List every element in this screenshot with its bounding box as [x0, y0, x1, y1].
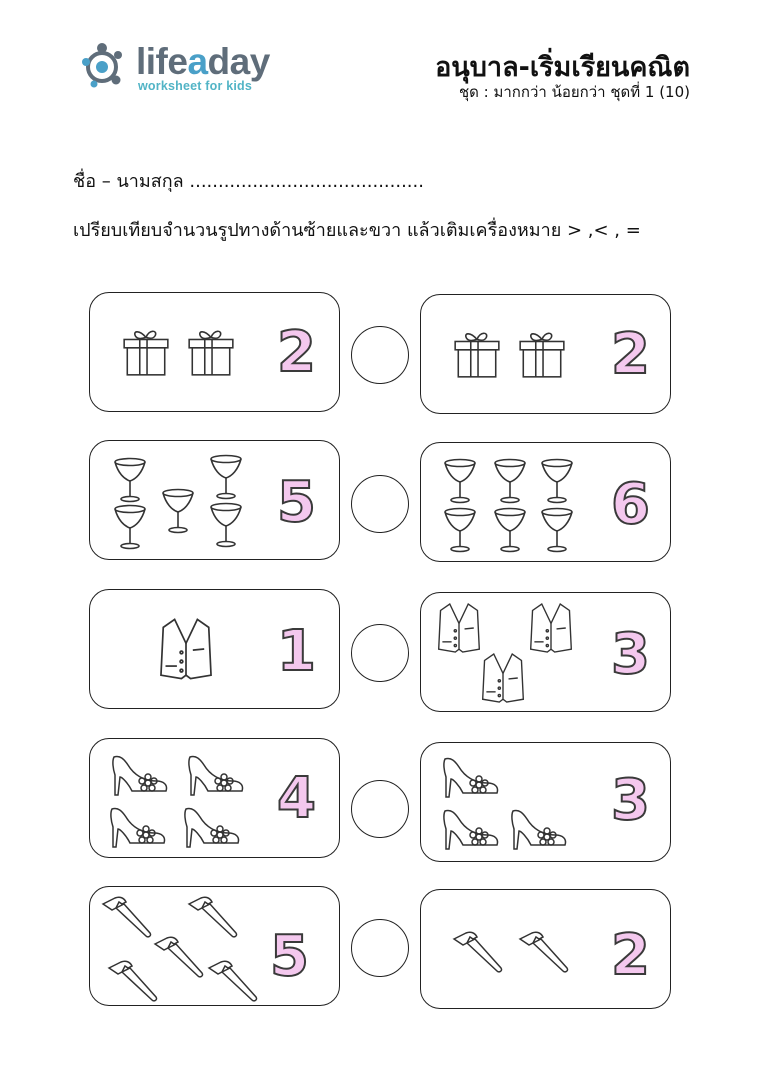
gift-box-icon: [185, 327, 237, 379]
glass-icon: [492, 507, 528, 553]
glass-icon: [208, 502, 244, 548]
hammer-icon: [186, 895, 242, 939]
high-heel-shoe-icon: [110, 753, 170, 799]
left-count-number: 5: [277, 470, 316, 535]
left-count-number: 2: [277, 320, 316, 385]
high-heel-shoe-icon: [108, 805, 168, 851]
logo: [80, 38, 280, 98]
left-picture-box: [89, 440, 340, 560]
page-subtitle: ชุด : มากกว่า น้อยกว่า ชุดที่ 1 (10): [458, 83, 690, 101]
glass-icon: [160, 488, 196, 534]
left-picture-box: [89, 292, 340, 412]
right-picture-box: [420, 442, 671, 562]
hammer-icon: [100, 895, 156, 939]
left-picture-box: [89, 886, 340, 1006]
right-picture-box: [420, 889, 671, 1009]
left-picture-box: [89, 738, 340, 858]
answer-circle[interactable]: [351, 780, 409, 838]
answer-circle[interactable]: [351, 624, 409, 682]
vest-icon: [435, 601, 483, 655]
right-count-number: 2: [611, 923, 650, 988]
high-heel-shoe-icon: [509, 807, 569, 853]
answer-circle[interactable]: [351, 475, 409, 533]
glass-icon: [442, 458, 478, 504]
right-count-number: 2: [611, 322, 650, 387]
high-heel-shoe-icon: [186, 753, 246, 799]
vest-icon: [479, 651, 527, 705]
answer-circle[interactable]: [351, 919, 409, 977]
glass-icon: [539, 507, 575, 553]
right-picture-box: [420, 742, 671, 862]
left-count-number: 4: [277, 766, 316, 831]
high-heel-shoe-icon: [441, 807, 501, 853]
right-picture-box: [420, 592, 671, 712]
left-count-number: 1: [277, 619, 316, 684]
left-count-number: 5: [270, 924, 309, 989]
high-heel-shoe-icon: [441, 755, 501, 801]
molecule-logo-icon: [80, 40, 132, 92]
glass-icon: [492, 458, 528, 504]
vest-icon: [527, 601, 575, 655]
gift-box-icon: [451, 329, 503, 381]
hammer-icon: [206, 959, 262, 1003]
instruction-text: เปรียบเทียบจำนวนรูปทางด้านซ้ายและขวา แล้วเติมเครื่องหมาย > ,< , =: [73, 220, 641, 241]
gift-box-icon: [120, 327, 172, 379]
name-field-line[interactable]: ชื่อ – นามสกุล .........................................: [73, 171, 424, 192]
right-count-number: 6: [611, 472, 650, 537]
logo-tagline: worksheet for kids: [138, 79, 253, 93]
right-count-number: 3: [611, 768, 650, 833]
gift-box-icon: [516, 329, 568, 381]
left-picture-box: [89, 589, 340, 709]
hammer-icon: [106, 959, 162, 1003]
glass-icon: [112, 457, 148, 503]
page-title: อนุบาล-เริ่มเรียนคณิต: [435, 52, 690, 83]
hammer-icon: [517, 930, 573, 974]
glass-icon: [539, 458, 575, 504]
right-count-number: 3: [611, 622, 650, 687]
glass-icon: [112, 504, 148, 550]
vest-icon: [156, 616, 216, 682]
glass-icon: [442, 507, 478, 553]
logo-brand: lifeaday: [136, 41, 270, 82]
answer-circle[interactable]: [351, 326, 409, 384]
right-picture-box: [420, 294, 671, 414]
high-heel-shoe-icon: [182, 805, 242, 851]
glass-icon: [208, 454, 244, 500]
hammer-icon: [451, 930, 507, 974]
